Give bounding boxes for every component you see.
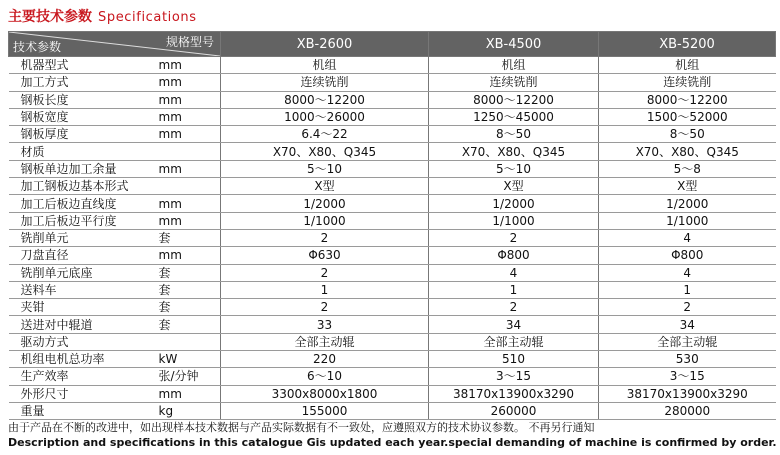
- value-cell-model-2: 1250～45000: [429, 108, 599, 125]
- value-cell-model-1: 5～10: [221, 160, 429, 177]
- param-name-cell: 驱动方式: [9, 333, 149, 350]
- value-cell-model-1: 220: [221, 351, 429, 368]
- table-row: [9, 281, 776, 298]
- table-row: [9, 385, 776, 402]
- value-cell-model-1: 2: [221, 299, 429, 316]
- value-cell-model-1: 33: [221, 316, 429, 333]
- param-unit-cell: 套: [149, 299, 221, 316]
- param-name-cell: 材质: [9, 143, 149, 160]
- value-cell-model-2: 510: [429, 351, 599, 368]
- value-cell-model-3: 8000～12200: [599, 91, 776, 108]
- param-name-cell: 加工后板边平行度: [9, 212, 149, 229]
- value-cell-model-3: 530: [599, 351, 776, 368]
- param-unit-cell: [149, 178, 221, 195]
- title-en: Specifications: [98, 10, 197, 25]
- value-cell-model-3: 1/2000: [599, 195, 776, 212]
- value-cell-model-3: 全部主动辊: [599, 333, 776, 350]
- param-name-cell: 机组电机总功率: [9, 351, 149, 368]
- param-unit-cell: 张/分钟: [149, 368, 221, 385]
- param-unit-cell: mm: [149, 74, 221, 91]
- param-unit-cell: 套: [149, 281, 221, 298]
- param-name-cell: 生产效率: [9, 368, 149, 385]
- param-name-cell: 钢板宽度: [9, 108, 149, 125]
- param-unit-cell: mm: [149, 91, 221, 108]
- value-cell-model-1: 8000～12200: [221, 91, 429, 108]
- note-en: Description and specifications in this catalogue Gis updated each year.special demanding of machine is confirmed by order.: [8, 436, 777, 449]
- param-name-cell: 夹钳: [9, 299, 149, 316]
- value-cell-model-3: 1/1000: [599, 212, 776, 229]
- table-row: [9, 57, 776, 74]
- value-cell-model-3: 1500～52000: [599, 108, 776, 125]
- value-cell-model-3: X型: [599, 178, 776, 195]
- value-cell-model-2: 连续铣削: [429, 74, 599, 91]
- table-row: [9, 368, 776, 385]
- value-cell-model-1: 2: [221, 229, 429, 246]
- header-corner-cell: [9, 32, 221, 57]
- value-cell-model-2: 1/2000: [429, 195, 599, 212]
- value-cell-model-2: 1/1000: [429, 212, 599, 229]
- value-cell-model-3: 38170x13900x3290: [599, 385, 776, 402]
- param-name-cell: 重量: [9, 402, 149, 419]
- param-unit-cell: [149, 143, 221, 160]
- value-cell-model-1: X70、X80、Q345: [221, 143, 429, 160]
- value-cell-model-1: Φ630: [221, 247, 429, 264]
- model-header-1: XB-2600: [221, 32, 429, 57]
- param-unit-cell: mm: [149, 385, 221, 402]
- table-row: [9, 74, 776, 91]
- table-row: [9, 333, 776, 350]
- value-cell-model-1: 6.4～22: [221, 126, 429, 143]
- table-row: [9, 316, 776, 333]
- value-cell-model-2: 2: [429, 229, 599, 246]
- param-name-cell: 刀盘直径: [9, 247, 149, 264]
- param-name-cell: 外形尺寸: [9, 385, 149, 402]
- table-header-row: [9, 32, 776, 57]
- value-cell-model-1: 155000: [221, 402, 429, 419]
- value-cell-model-2: X型: [429, 178, 599, 195]
- value-cell-model-3: X70、X80、Q345: [599, 143, 776, 160]
- table-row: [9, 143, 776, 160]
- value-cell-model-2: 3～15: [429, 368, 599, 385]
- table-row: [9, 299, 776, 316]
- param-unit-cell: kW: [149, 351, 221, 368]
- table-row: [9, 108, 776, 125]
- param-unit-cell: mm: [149, 108, 221, 125]
- value-cell-model-3: 2: [599, 299, 776, 316]
- specifications-table: [8, 31, 776, 420]
- value-cell-model-3: 8～50: [599, 126, 776, 143]
- value-cell-model-1: 2: [221, 264, 429, 281]
- value-cell-model-2: 8～50: [429, 126, 599, 143]
- note-cn: 由于产品在不断的改进中，如出现样本技术数据与产品实际数据有不一致处，应遵照双方的技术协议参数。 不再另行通知: [8, 421, 595, 434]
- value-cell-model-1: 1000～26000: [221, 108, 429, 125]
- value-cell-model-1: 机组: [221, 57, 429, 74]
- param-name-cell: 加工方式: [9, 74, 149, 91]
- value-cell-model-1: X型: [221, 178, 429, 195]
- param-name-cell: 钢板长度: [9, 91, 149, 108]
- param-name-cell: 钢板单边加工余量: [9, 160, 149, 177]
- value-cell-model-2: 机组: [429, 57, 599, 74]
- param-name-cell: 送进对中辊道: [9, 316, 149, 333]
- value-cell-model-3: 连续铣削: [599, 74, 776, 91]
- value-cell-model-1: 1: [221, 281, 429, 298]
- value-cell-model-3: 4: [599, 264, 776, 281]
- value-cell-model-1: 1/2000: [221, 195, 429, 212]
- table-row: [9, 195, 776, 212]
- param-name-cell: 加工后板边直线度: [9, 195, 149, 212]
- value-cell-model-2: 2: [429, 299, 599, 316]
- param-name-cell: 铣削单元: [9, 229, 149, 246]
- value-cell-model-3: 机组: [599, 57, 776, 74]
- value-cell-model-3: Φ800: [599, 247, 776, 264]
- value-cell-model-1: 3300x8000x1800: [221, 385, 429, 402]
- param-unit-cell: 套: [149, 229, 221, 246]
- table-row: [9, 126, 776, 143]
- table-row: [9, 402, 776, 419]
- param-unit-cell: mm: [149, 126, 221, 143]
- param-unit-cell: [149, 333, 221, 350]
- param-name-cell: 送料车: [9, 281, 149, 298]
- model-header-3: XB-5200: [599, 32, 776, 57]
- table-row: [9, 91, 776, 108]
- value-cell-model-2: 34: [429, 316, 599, 333]
- table-row: [9, 178, 776, 195]
- table-row: [9, 264, 776, 281]
- value-cell-model-1: 6～10: [221, 368, 429, 385]
- corner-label-model: 规格型号: [165, 35, 214, 49]
- param-name-cell: 机器型式: [9, 57, 149, 74]
- value-cell-model-1: 1/1000: [221, 212, 429, 229]
- param-unit-cell: mm: [149, 212, 221, 229]
- value-cell-model-3: 4: [599, 229, 776, 246]
- param-unit-cell: kg: [149, 402, 221, 419]
- table-row: [9, 160, 776, 177]
- table-row: [9, 351, 776, 368]
- param-name-cell: 铣削单元底座: [9, 264, 149, 281]
- value-cell-model-2: 5～10: [429, 160, 599, 177]
- param-unit-cell: mm: [149, 160, 221, 177]
- model-header-2: XB-4500: [429, 32, 599, 57]
- section-title: [8, 6, 197, 28]
- corner-label-param: 技术参数: [13, 40, 62, 54]
- value-cell-model-2: 全部主动辊: [429, 333, 599, 350]
- table-body: [9, 57, 776, 420]
- table-row: [9, 247, 776, 264]
- value-cell-model-3: 3～15: [599, 368, 776, 385]
- param-unit-cell: mm: [149, 247, 221, 264]
- value-cell-model-2: 8000～12200: [429, 91, 599, 108]
- value-cell-model-2: X70、X80、Q345: [429, 143, 599, 160]
- value-cell-model-3: 1: [599, 281, 776, 298]
- value-cell-model-1: 连续铣削: [221, 74, 429, 91]
- value-cell-model-2: 38170x13900x3290: [429, 385, 599, 402]
- param-unit-cell: 套: [149, 316, 221, 333]
- value-cell-model-3: 280000: [599, 402, 776, 419]
- value-cell-model-2: 260000: [429, 402, 599, 419]
- value-cell-model-1: 全部主动辊: [221, 333, 429, 350]
- value-cell-model-2: 1: [429, 281, 599, 298]
- title-cn: 主要技术参数: [8, 9, 92, 25]
- value-cell-model-3: 34: [599, 316, 776, 333]
- param-unit-cell: mm: [149, 57, 221, 74]
- value-cell-model-2: Φ800: [429, 247, 599, 264]
- value-cell-model-2: 4: [429, 264, 599, 281]
- param-name-cell: 加工钢板边基本形式: [9, 178, 149, 195]
- param-unit-cell: 套: [149, 264, 221, 281]
- param-unit-cell: mm: [149, 195, 221, 212]
- table-row: [9, 229, 776, 246]
- table-row: [9, 212, 776, 229]
- param-name-cell: 钢板厚度: [9, 126, 149, 143]
- value-cell-model-3: 5～8: [599, 160, 776, 177]
